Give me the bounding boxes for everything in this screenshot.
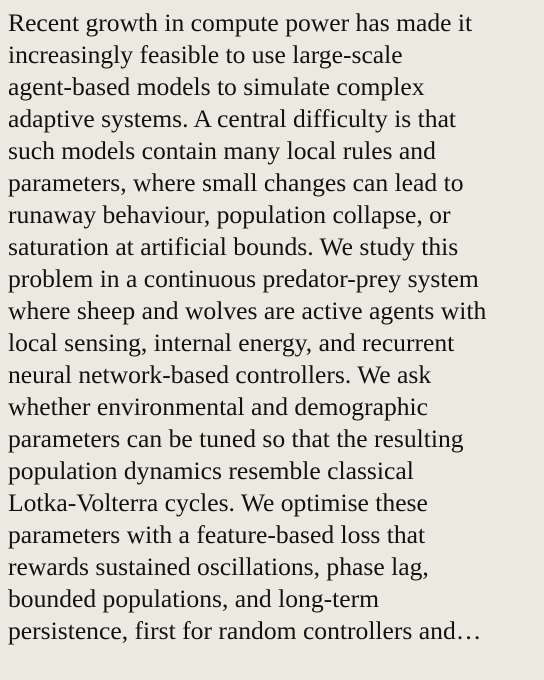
text-line: neural network-based controllers. We ask [8,360,432,389]
text-line: where sheep and wolves are active agents with [8,296,487,325]
text-line: persistence, first for random controllers and… [8,616,482,645]
text-line: parameters with a feature-based loss that [8,520,426,549]
text-line: such models contain many local rules and [8,136,436,165]
text-line: runaway behaviour, population collapse, or [8,200,451,229]
text-line: agent-based models to simulate complex [8,72,425,101]
text-line: whether environmental and demographic [8,392,429,421]
text-line: bounded populations, and long-term [8,584,380,613]
text-line: saturation at artificial bounds. We study this [8,232,459,261]
text-line: parameters, where small changes can lead to [8,168,464,197]
text-line: parameters can be tuned so that the resulting [8,424,464,453]
text-line: rewards sustained oscillations, phase lag, [8,552,429,581]
text-line: population dynamics resemble classical [8,456,414,485]
text-line: local sensing, internal energy, and recurrent [8,328,455,357]
abstract-text [8,7,538,647]
text-line: adaptive systems. A central difficulty is that [8,104,457,133]
text-line: Lotka-Volterra cycles. We optimise these [8,488,428,517]
text-line: problem in a continuous predator-prey system [8,264,479,293]
text-line: increasingly feasible to use large-scale [8,40,403,69]
text-line: Recent growth in compute power has made it [8,8,473,37]
